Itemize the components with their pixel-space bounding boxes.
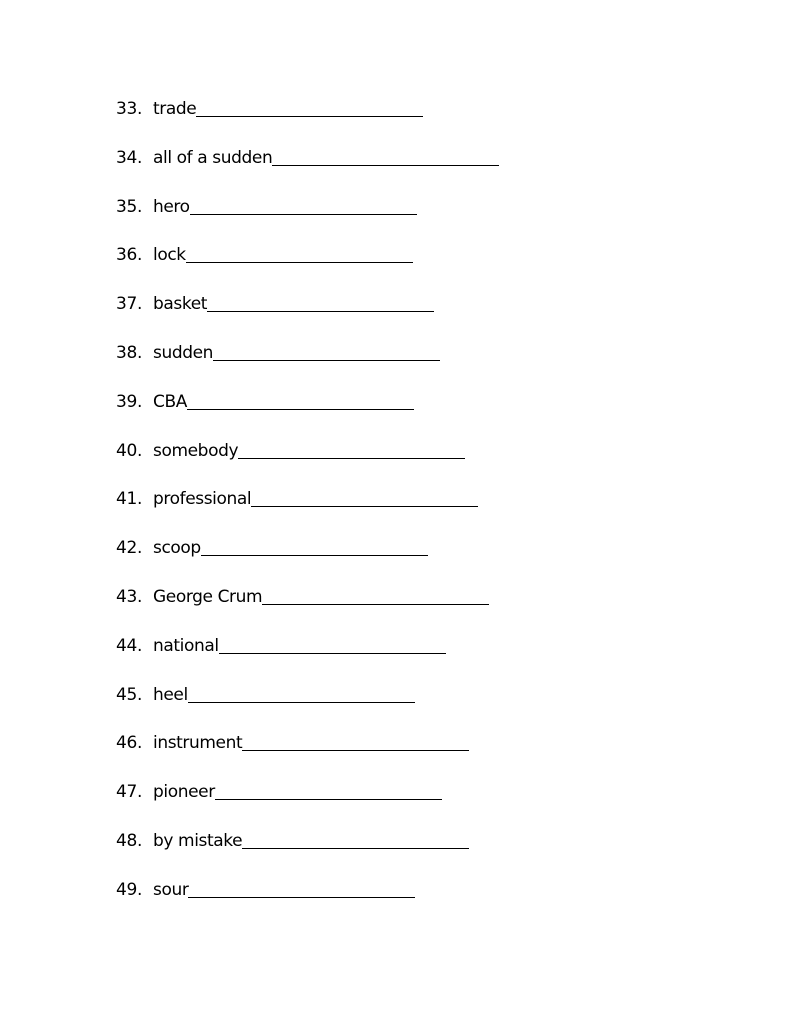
- item-word: somebody: [153, 440, 239, 461]
- item-word: scoop: [153, 538, 201, 559]
- list-item: [116, 536, 499, 585]
- item-word: CBA: [153, 391, 187, 412]
- item-number: 37.: [116, 294, 143, 315]
- answer-blank[interactable]: [207, 292, 434, 312]
- answer-blank[interactable]: [219, 634, 446, 654]
- item-word: George Crum: [153, 586, 263, 607]
- answer-blank[interactable]: [187, 390, 414, 410]
- answer-blank[interactable]: [251, 487, 478, 507]
- answer-blank[interactable]: [196, 97, 423, 117]
- list-item: [116, 146, 499, 195]
- item-word: basket: [153, 294, 208, 315]
- item-number: 47.: [116, 782, 143, 803]
- list-item: [116, 780, 499, 829]
- item-number: 41.: [116, 489, 143, 510]
- answer-blank[interactable]: [186, 243, 413, 263]
- item-word: instrument: [153, 733, 243, 754]
- item-word: heel: [153, 684, 188, 705]
- item-number: 35.: [116, 196, 143, 217]
- item-number: 39.: [116, 391, 143, 412]
- list-item: [116, 731, 499, 780]
- list-item: [116, 97, 499, 146]
- list-item: [116, 829, 499, 878]
- list-item: [116, 390, 499, 439]
- list-item: [116, 878, 499, 927]
- item-number: 45.: [116, 684, 143, 705]
- list-item: [116, 292, 499, 341]
- item-word: pioneer: [153, 782, 215, 803]
- answer-blank[interactable]: [238, 439, 465, 459]
- answer-blank[interactable]: [213, 341, 440, 361]
- answer-blank[interactable]: [190, 195, 417, 215]
- list-item: [116, 341, 499, 390]
- answer-blank[interactable]: [272, 146, 499, 166]
- item-word: sour: [153, 879, 189, 900]
- answer-blank[interactable]: [188, 683, 415, 703]
- answer-blank[interactable]: [242, 829, 469, 849]
- answer-blank[interactable]: [188, 878, 415, 898]
- list-item: [116, 585, 499, 634]
- item-word: all of a sudden: [153, 147, 273, 168]
- item-number: 36.: [116, 245, 143, 266]
- item-number: 42.: [116, 538, 143, 559]
- list-item: [116, 487, 499, 536]
- answer-blank[interactable]: [215, 780, 442, 800]
- item-word: by mistake: [153, 830, 243, 851]
- item-number: 33.: [116, 99, 143, 119]
- list-item: [116, 243, 499, 292]
- list-item: [116, 439, 499, 488]
- item-number: 48.: [116, 830, 143, 851]
- item-number: 40.: [116, 440, 143, 461]
- item-word: trade: [153, 99, 197, 119]
- item-number: 46.: [116, 733, 143, 754]
- list-item: [116, 683, 499, 732]
- item-word: hero: [153, 196, 190, 217]
- list-item: [116, 634, 499, 683]
- list-item: [116, 195, 499, 244]
- item-number: 43.: [116, 586, 143, 607]
- item-number: 38.: [116, 342, 143, 363]
- answer-blank[interactable]: [262, 585, 489, 605]
- item-number: 49.: [116, 879, 143, 900]
- item-number: 44.: [116, 635, 143, 656]
- item-word: national: [153, 635, 219, 656]
- answer-blank[interactable]: [201, 536, 428, 556]
- item-word: sudden: [153, 342, 214, 363]
- item-word: professional: [153, 489, 252, 510]
- answer-blank[interactable]: [242, 731, 469, 751]
- item-number: 34.: [116, 147, 143, 168]
- item-word: lock: [153, 245, 186, 266]
- vocabulary-list: [116, 97, 499, 927]
